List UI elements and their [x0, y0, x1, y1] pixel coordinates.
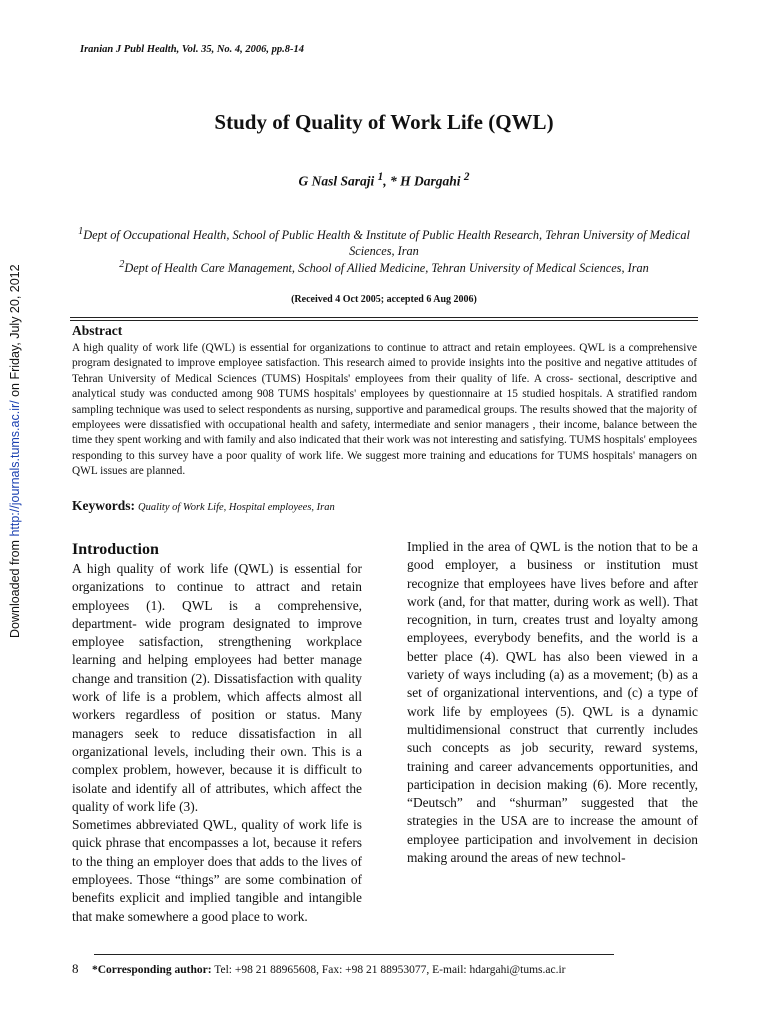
author-1: G Nasl Saraji — [298, 173, 378, 189]
affiliation-2 — [70, 257, 698, 276]
affiliation-1-mark: 1 — [78, 226, 84, 237]
author-separator: , * H Dargahi — [383, 173, 464, 189]
paper-title: Study of Quality of Work Life (QWL) — [214, 110, 554, 134]
divider-bottom — [70, 320, 698, 321]
corresponding-author-label: *Corresponding author: — [92, 964, 212, 976]
introduction-heading: Introduction — [72, 541, 159, 558]
abstract-heading: Abstract — [72, 323, 123, 338]
affiliation-1-text: Dept of Occupational Health, School of Public Health & Institute of Public Health Research, Tehran University of Medical Sciences, Iran — [83, 228, 690, 259]
received-dates: (Received 4 Oct 2005; accepted 6 Aug 2006) — [291, 294, 477, 305]
intro-paragraph-1: A high quality of work life (QWL) is essential for organizations to continue to attract and retain employees (1). QWL is a comprehensive, department- wide program designated to improve employee satisfaction, strengthening workplace learning and helping employees had better manage change and transition (2). Dissatisfaction with quality work of life is a problem, which affects almost all workers regardless of position or status. Many managers seek to reduce dissatisfaction in all organizational levels, including their own. This is a complex problem, however, because it is difficult to isolate and identify all of attributes, which affect the quality of work life (3). — [72, 561, 362, 814]
affiliation-1 — [70, 224, 698, 259]
download-link[interactable]: http://journals.tums.ac.ir/ — [8, 400, 22, 537]
download-prefix: Downloaded from — [8, 536, 22, 638]
affiliation-2-mark: 2 — [119, 259, 125, 270]
left-column — [72, 540, 362, 926]
intro-paragraph-3: Implied in the area of QWL is the notion that to be a good employer, a business or institution must recognize that employees have lives before and after work (and, for that matter, during work as well). That recognition, in turn, creates trust and loyalty among employees, everybody benefits, and the world is a better place (4). QWL has also been viewed in a variety of ways including (a) as a movement; (b) as a set of organizational interventions, and (c) a type of work life by employees (5). QWL is a dynamic multidimensional construct that currently includes such concepts as job security, reward systems, training and career advancements opportunities, and participation in decision making (6). More recently, “Deutsch” and “shurman” suggested that the strategies in the USA are to increase the amount of employee participation and involvement in decision making around the areas of new technol- — [407, 539, 698, 866]
abstract-body: A high quality of work life (QWL) is essential for organizations to continue to attract and retain employees. QWL is a comprehensive program designated to improve employee satisfaction. This research aimed to provide insights into the positive and negative attitudes of Tehran University of Medical Sciences (TUMS) Hospitals' employees from their quality of life. A cross- sectional, descriptive and analytical study was conducted among 908 TUMS hospitals' employees by questionnaire at 15 studied hospitals. A stratified random sampling technique was used to select respondents as nursing, supportive and paramedical groups. The results showed that the majority of employees were dissatisfied with occupational health and safety, intermediate and senior managers , their income, balance between the time they spent working and with family and also indicated that their work was not interesting and satisfying. TUMS hospitals' employees responding to this survey have a poor quality of work life. We suggest more training and educations for TUMS hospitals' managers on QWL issues are planned. — [72, 342, 697, 478]
intro-paragraph-2: Sometimes abbreviated QWL, quality of work life is quick phrase that encompasses a lot, because it refers to the thing an employer does that adds to the lives of employees. Those “things” are some combination of benefits explicit and implied tangible and intangible that make somewhere a good place to work. — [72, 817, 362, 924]
corresponding-author-contact: Tel: +98 21 88965608, Fax: +98 21 88953077, E-mail: hdargahi@tums.ac.ir — [211, 964, 566, 976]
keywords-label: Keywords: — [72, 498, 135, 513]
corresponding-author-note — [92, 964, 565, 976]
keywords-line — [72, 498, 335, 514]
affiliation-2-text: Dept of Health Care Management, School of Allied Medicine, Tehran University of Medical Sciences, Iran — [124, 261, 649, 276]
author-2-affiliation-mark: 2 — [463, 171, 470, 183]
divider-top — [70, 317, 698, 318]
author-1-affiliation-mark: 1 — [377, 171, 384, 183]
footnote-divider — [94, 954, 614, 955]
download-watermark — [8, 264, 22, 638]
right-column — [407, 538, 698, 867]
download-suffix: on Friday, July 20, 2012 — [8, 264, 22, 401]
page-number: 8 — [72, 961, 79, 976]
journal-reference: Iranian J Publ Health, Vol. 35, No. 4, 2006, pp.8-14 — [80, 44, 305, 55]
author-list — [0, 171, 768, 190]
keywords-value: Quality of Work Life, Hospital employees, Iran — [138, 502, 335, 513]
